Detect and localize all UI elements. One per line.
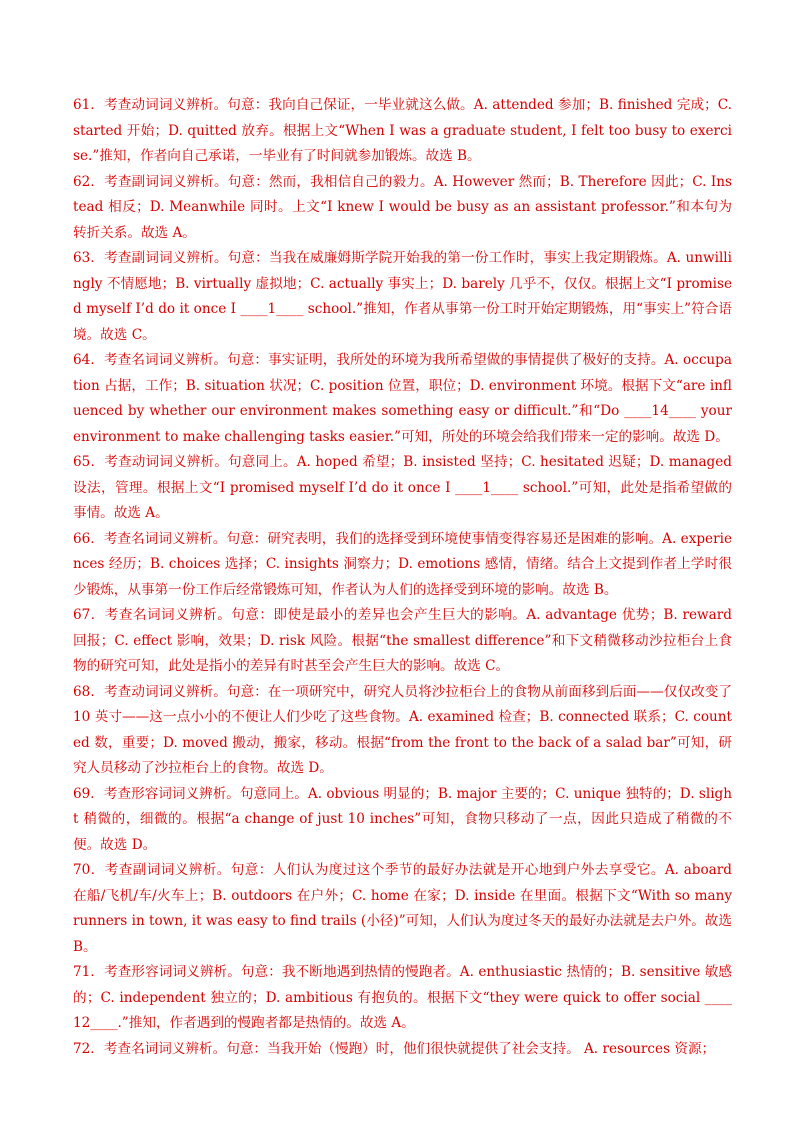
answer-explanation-64: 64．考查名词词义辨析。句意：事实证明，我所处的环境为我所希望做的事情提供了极好的支持。A. occupation 占据，工作；B. situation 状况；C. position 位置，职位；D. environment 环境。根据下文“are influenced by whether our environment makes something easy or difficult.”和“Do ____14____ your environment to make challenging tasks easier.”可知，所处的环境会给我们带来一定的影响。故选 D。: [73, 352, 732, 445]
answer-explanation-71: 71．考查形容词词义辨析。句意：我不断地遇到热情的慢跑者。A. enthusiastic 热情的；B. sensitive 敏感的；C. independent 独立的；D. ambitious 有抱负的。根据下文“they were quick to offer social ____12____.”推知，作者遇到的慢跑者都是热情的。故选 A。: [73, 964, 732, 1031]
answer-explanation-66: 66．考查名词词义辨析。句意：研究表明，我们的选择受到环境使事情变得容易还是困难的影响。A. experiences 经历；B. choices 选择；C. insights 洞察力；D. emotions 感情，情绪。结合上文提到作者上学时很少锻炼，从事第一份工作后经常锻炼可知，作者认为人们的选择受到环境的影响。故选 B。: [73, 530, 732, 598]
answer-explanation-61: 61．考查动词词义辨析。句意：我向自己保证，一毕业就这么做。A. attended 参加；B. finished 完成；C. started 开始；D. quitted 放弃。根据上文“When I was a graduate student, I felt too busy to exercise.”推知，作者向自己承诺，一毕业有了时间就参加锻炼。故选 B。: [73, 97, 732, 164]
answer-explanation-62: 62．考查副词词义辨析。句意：然而，我相信自己的毅力。A. However 然而；B. Therefore 因此；C. Instead 相反；D. Meanwhile 同时。上文“I knew I would be busy as an assistant professor.”和本句为转折关系。故选 A。: [73, 173, 732, 241]
answer-explanation-70: 70．考查副词词义辨析。句意：人们认为度过这个季节的最好办法就是开心地到户外去享受它。A. aboard 在船/飞机/车/火车上；B. outdoors 在户外；C. home 在家；D. inside 在里面。根据下文“With so many runners in town, it was easy to find trails (小径)”可知，人们认为度过冬天的最好办法就是去户外。故选 B。: [73, 862, 732, 955]
answer-explanation-72: 72．考查名词词义辨析。句意：当我开始（慢跑）时，他们很快就提供了社会支持。 A. resources 资源；: [73, 1040, 716, 1057]
answer-explanation-69: 69．考查形容词词义辨析。句意同上。A. obvious 明显的；B. major 主要的；C. unique 独特的；D. slight 稍微的，细微的。根据“a change of just 10 inches”可知，食物只移动了一点，因此只造成了稍微的不便。故选 D。: [73, 785, 732, 853]
answer-explanation-63: 63．考查副词词义辨析。句意：当我在威廉姆斯学院开始我的第一份工作时，事实上我定期锻炼。A. unwillingly 不情愿地；B. virtually 虚拟地；C. actually 事实上；D. barely 几乎不，仅仅。根据上文“I promised myself I’d do it once I ____1____ school.”推知，作者从事第一份工时开始定期锻炼，用“事实上”符合语境。故选 C。: [73, 250, 732, 343]
answer-explanation-68: 68．考查动词词义辨析。句意：在一项研究中，研究人员将沙拉柜台上的食物从前面移到后面——仅仅改变了 10 英寸——这一点小小的不便让人们少吃了这些食物。A. examined 检查；B. connected 联系；C. counted 数，重要；D. moved 搬动，搬家，移动。根据“from the front to the back of a salad bar”可知，研究人员移动了沙拉柜台上的食物。故选 D。: [73, 683, 732, 776]
answer-explanation-67: 67．考查名词词义辨析。句意：即使是最小的差异也会产生巨大的影响。A. advantage 优势；B. reward 回报；C. effect 影响，效果；D. risk 风险。根据“the smallest difference”和下文稍微移动沙拉柜台上食物的研究可知，此处是指小的差异有时甚至会产生巨大的影响。故选 C。: [73, 607, 732, 674]
answer-explanation-65: 65．考查动词词义辨析。句意同上。A. hoped 希望；B. insisted 坚持；C. hesitated 迟疑；D. managed 设法，管理。根据上文“I promised myself I’d do it once I ____1____ school.”可知，此处是指希望做的事情。故选 A。: [73, 454, 732, 521]
